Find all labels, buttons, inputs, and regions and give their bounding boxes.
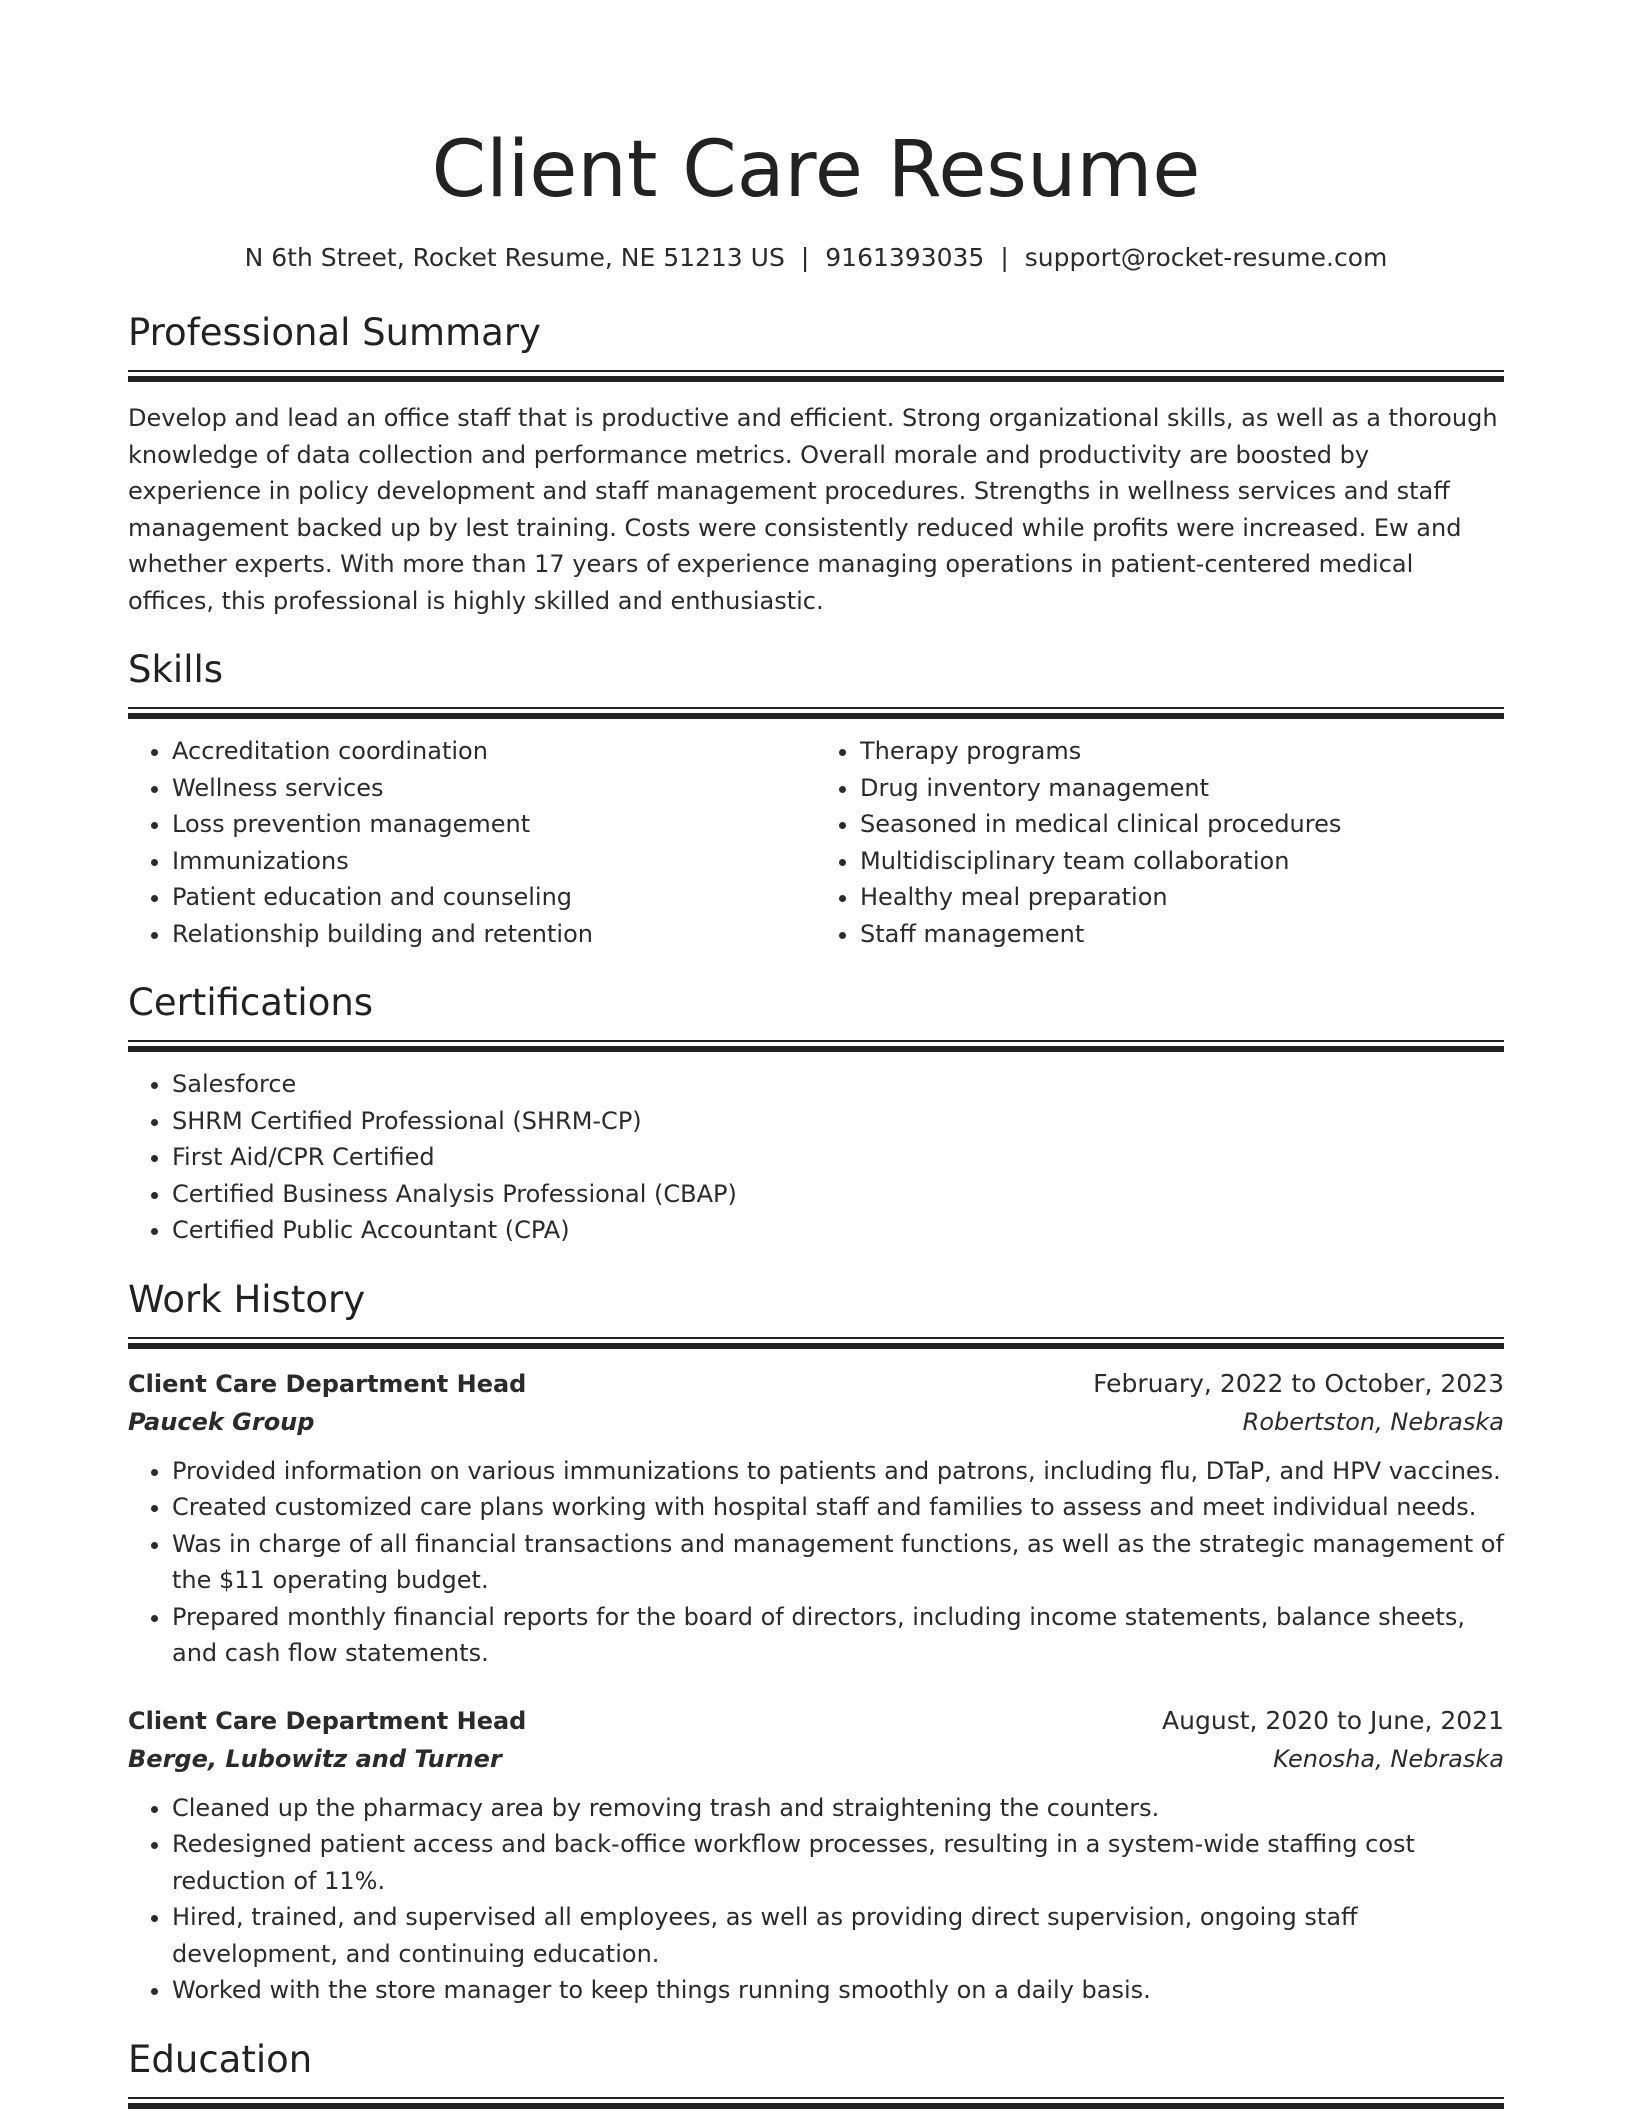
section-rule: [128, 1040, 1504, 1052]
contact-separator: |: [800, 243, 810, 272]
job-entry: [128, 1365, 1504, 1672]
skill-item: • Therapy programs: [860, 733, 1504, 770]
skill-item: • Seasoned in medical clinical procedures: [860, 806, 1504, 843]
certification-item: • First Aid/CPR Certified: [172, 1139, 1504, 1176]
job-entry: [128, 1702, 1504, 2009]
section-rule: [128, 707, 1504, 719]
job-duty: • Worked with the store manager to keep things running smoothly on a daily basis.: [172, 1972, 1504, 2009]
job-duties-list: [128, 1790, 1504, 2009]
contact-separator: |: [1000, 243, 1009, 272]
section-rule: [128, 2097, 1504, 2109]
skill-item: • Accreditation coordination: [172, 733, 816, 770]
job-location: Kenosha, Nebraska: [1273, 1744, 1504, 1773]
job-company: Paucek Group: [128, 1407, 315, 1436]
job-duties-list: [128, 1453, 1504, 1672]
job-duty: • Hired, trained, and supervised all employees, as well as providing direct supervision, ongoing staff development, and continuing education.: [172, 1899, 1504, 1972]
certification-item: • Certified Business Analysis Professional (CBAP): [172, 1176, 1504, 1213]
work-history-section: [128, 1277, 1504, 2009]
section-title-summary: Professional Summary: [128, 311, 541, 354]
skill-item: • Relationship building and retention: [172, 916, 816, 953]
job-dates: February, 2022 to October, 2023: [1093, 1368, 1504, 1398]
section-title-education: Education: [128, 2037, 313, 2081]
job-title: Client Care Department Head: [128, 1706, 527, 1735]
section-title-certifications: Certifications: [128, 981, 374, 1024]
skill-item: • Wellness services: [172, 770, 816, 807]
job-dates: August, 2020 to June, 2021: [1162, 1705, 1504, 1735]
certification-item: • Salesforce: [172, 1066, 1504, 1103]
job-company: Berge, Lubowitz and Turner: [128, 1744, 502, 1773]
skill-item: • Patient education and counseling: [172, 879, 816, 916]
job-duty: • Redesigned patient access and back-office workflow processes, resulting in a system-wide staffing cost reduction of 11%.: [172, 1826, 1504, 1899]
skill-item: • Healthy meal preparation: [860, 879, 1504, 916]
summary-text: Develop and lead an office staff that is productive and efficient. Strong organizational skills, as well as a thorough knowledge of data collection and performance metrics. Overall morale and productivity are boosted by experience in policy development and staff management procedures. Strengths in wellness services and staff management backed up by lest training. Costs were consistently reduced while profits were increased. Ew and whether experts. With more than 17 years of experience managing operations in patient-centered medical offices, this professional is highly skilled and enthusiastic.: [128, 404, 1498, 615]
certifications-section: [128, 980, 1504, 1249]
section-rule: [128, 1337, 1504, 1349]
skills-grid: [128, 733, 1504, 952]
skills-list-left: [128, 733, 816, 952]
section-title-work-history: Work History: [128, 1277, 366, 1321]
job-duty: • Was in charge of all financial transactions and management functions, as well as the strategic management of the $11 operating budget.: [172, 1526, 1504, 1599]
job-header-row: [128, 1365, 1504, 1403]
contact-line: [128, 240, 1504, 276]
job-company-row: [128, 1403, 1504, 1441]
section-title-skills: Skills: [128, 648, 224, 691]
job-duty: • Cleaned up the pharmacy area by removing trash and straightening the counters.: [172, 1790, 1504, 1827]
job-duty: • Prepared monthly financial reports for the board of directors, including income statements, balance sheets, and cash flow statements.: [172, 1599, 1504, 1672]
job-location: Robertston, Nebraska: [1242, 1407, 1504, 1436]
skill-item: • Multidisciplinary team collaboration: [860, 843, 1504, 880]
job-duty: • Created customized care plans working with hospital staff and families to assess and meet individual needs.: [172, 1489, 1504, 1526]
certifications-list: [128, 1066, 1504, 1249]
skill-item: • Drug inventory management: [860, 770, 1504, 807]
job-duty: • Provided information on various immunizations to patients and patrons, including flu, DTaP, and HPV vaccines.: [172, 1453, 1504, 1490]
job-header-row: [128, 1702, 1504, 1740]
certification-item: • Certified Public Accountant (CPA): [172, 1212, 1504, 1249]
skill-item: • Immunizations: [172, 843, 816, 880]
job-title: Client Care Department Head: [128, 1369, 527, 1398]
phone: 9161393035: [825, 243, 985, 272]
skill-item: • Staff management: [860, 916, 1504, 953]
education-section: [128, 2037, 1504, 2109]
summary-section: [128, 310, 1504, 619]
resume-name: Client Care Resume: [431, 125, 1201, 215]
section-rule: [128, 370, 1504, 382]
certification-item: • SHRM Certified Professional (SHRM-CP): [172, 1103, 1504, 1140]
job-company-row: [128, 1740, 1504, 1778]
skills-section: [128, 647, 1504, 952]
skills-list-right: [816, 733, 1504, 952]
address: N 6th Street, Rocket Resume, NE 51213 US: [244, 243, 785, 272]
skill-item: • Loss prevention management: [172, 806, 816, 843]
email: support@rocket-resume.com: [1024, 243, 1388, 272]
